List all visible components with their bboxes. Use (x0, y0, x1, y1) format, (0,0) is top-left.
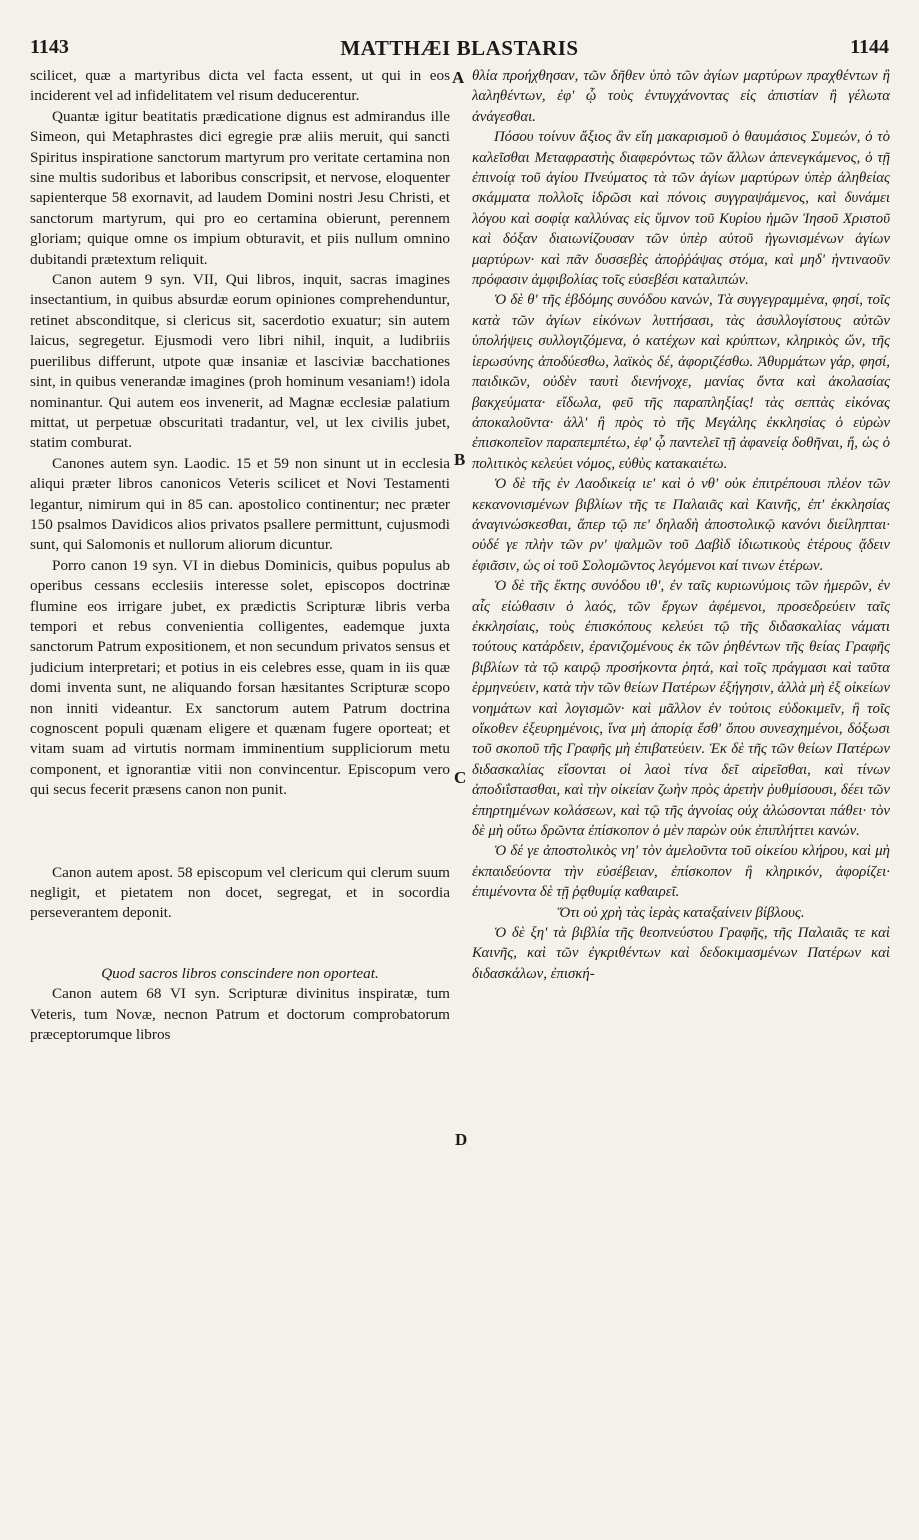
greek-paragraph: Ὁ δὲ τῆς ἕκτης συνόδου ιθ', ἐν ταῖς κυριωνύμοις τῶν ἡμερῶν, ἐν αἷς εἰώθασιν ὁ λαός, τῶν ἔργων ἀφέμενοι, προσεδρεύειν ταῖς ἐκκλησίαις, τοὺς ἐπισκόπους κελεύει τῷ τῆς διδασκαλίας νάματι τούτους κατάρδειν, ἐρανιζομένους ἐκ τῶν ῥηθέντων τῆς θείας Γραφῆς βιβλίων τὰ τῷ καιρῷ προσήκοντα ῥητά, καὶ τοῖς πράγμασι καὶ ταῦτα ἑρμηνεύειν, κατὰ τὴν τῶν θείων Πατέρων ἐξήγησιν, ἀλλὰ μὴ ἐξ οἰκείων νοημάτων καὶ λογισμῶν· καὶ μᾶλλον ἐν τούτοις εὐδοκιμεῖν, ἢ τοῖς οἴκοθεν ἐξευρημένοις, ἵνα μὴ ἀπορίᾳ ἔσθ' ὅπου συνεσχημένοι, δόξωσι τοῦ σκοποῦ τῆς Γραφῆς μὴ ἐπιβατεύειν. Ἐκ δὲ τῆς τῶν θείων Πατέρων διδασκαλίας εἴσονται οἱ λαοὶ τίνα δεῖ αἱρεῖσθαι, καὶ τίνων ἀποδιΐστασθαι, καὶ τὴν οἰκείαν ζωὴν πρὸς ἀρετὴν ῥυθμίσουσι, δέει τῶν ἐπηρτημένων κολάσεων, καὶ τῷ τῆς ἀγνοίας οὐχ ἁλώσονται πάθει· τὸν δὲ μὴ οὕτω δρῶντα ἐπίσκοπον ὁ μὲν παρὼν οὐκ ἐπιπλήττει κανών. (472, 578, 890, 840)
margin-letter-d: D (455, 1130, 468, 1149)
greek-paragraph: Ὁ δέ γε ἀποστολικὸς νη' τὸν ἀμελοῦντα τοῦ οἰκείου κλήρου, καὶ μὴ ἐκπαιδεύοντα τὴν εὐσέβειαν, ἐπίσκοπον ἢ κληρικόν, ἀφορίζει· ἐπιμένοντα δὲ τῇ ῥᾳθυμίᾳ καθαιρεῖ. (472, 843, 890, 901)
margin-letter-c: C (454, 768, 467, 787)
latin-column (30, 66, 450, 1528)
greek-paragraph: Ὁ δὲ ξη' τὰ βιβλία τῆς θεοπνεύστου Γραφῆς, τῆς Παλαιᾶς τε καὶ Καινῆς, καὶ τῶν ἐγκριθέντων καὶ δεδοκιμασμένων Πατέρων καὶ διδασκάλων, ἐπισκή- (472, 925, 890, 982)
running-title: MATTHÆI BLASTARIS (340, 36, 579, 60)
margin-letter-b: B (454, 450, 466, 469)
latin-paragraph: Porro canon 19 syn. VI in diebus Dominicis, quibus populus ab operibus cessans ecclesiis interesse solet, episcopos doctrinæ flumine eos irrigare jubet, ex prædictis Scripturæ libris verba tempori et rebus convenientia colligentes, eademque juxta sanctorum Patrum expositionem, et non secundum privatos sensus et judicium interpretari; et potius in eis celebres esse, quam in iis quæ domi inventa sunt, ne aliquando forsan hæsitantes Scripturæ scopo non inniti videantur. Ex sanctorum autem Patrum doctrina cognoscent populi quænam eligere et quænam fugere oporteat; et vitam suam ad virtutis normam imminentium suppliciorum metu component, et ignorantiæ vitii non convincentur. Episcopum vero qui secus fecerit præsens canon non punit. (30, 556, 450, 799)
page-number-right: 1144 (850, 36, 889, 58)
page-number-left: 1143 (30, 36, 69, 58)
latin-paragraph: Quantæ igitur beatitatis prædicatione dignus est admirandus ille Simeon, qui Metaphrastes dici egregie præ aliis meruit, qui sancti Spiritus inspiratione sanctorum martyrum pro veritate certamina non sine multis sudoribus et laboribus conscripsit, et nervose, eloquenter sapienterque 58 exornavit, ad laudem Domini nostri Jesu Christi, et sanctorum martyrum, qui pro eo certamina obierunt, perennem gloriam; quique omne os impium obturavit, et piis nullum omnino dubitandi prætextum reliquit. (30, 107, 450, 268)
greek-section-title: Ὅτι οὐ χρὴ τὰς ἱερὰς καταξαίνειν βίβλους. (557, 904, 805, 921)
latin-paragraph: Canon autem 9 syn. VII, Qui libros, inquit, sacras imagines insectantium, in quibus absurdæ eorum opiniones comprehenduntur, retinet absconditque, si clericus sit, sacerdotio exuatur; sin autem laicus, segregetur. Ejusmodi vero libri nihil, inquit, a ludibriis puerilibus differunt, utpote quæ insaniæ et lasciviæ bacchationes sint, in quibus venerandæ imagines (proh hominum vesaniam!) idola nominantur. Qui autem eos invenerit, ad Magnæ ecclesiæ palatium mittat, ut perpetuæ obscuritati tradantur, vel, ut lex civilis jubet, statim comburat. (30, 271, 450, 452)
greek-paragraph: Ὁ δὲ τῆς ἐν Λαοδικείᾳ ιε' καὶ ὁ νθ' οὐκ ἐπιτρέπουσι πλέον τῶν κεκανονισμένων βιβλίων τῆς τε Παλαιᾶς καὶ Καινῆς, ἐπ' ἐκκλησίας ἀναγινώσκεσθαι, ἅπερ τῷ πε' δηλαδὴ ἀποστολικῷ κανόνι διείληπται· οὐδέ γε πλὴν τῶν ρν' ψαλμῶν τοῦ Δαβὶδ ἰδιωτικοὺς ἑτέρους ᾄδειν ἐφιᾶσιν, ὡς οἱ τοῦ Σολομῶντος λεγόμενοι καί τινων ἑτέρων. (472, 476, 890, 574)
page-header (30, 32, 889, 62)
margin-letter-a: A (452, 68, 465, 87)
latin-paragraph: scilicet, quæ a martyribus dicta vel facta essent, ut qui in eos inciderent vel ad infidelitatem vel risum deducerentur. (30, 67, 450, 105)
latin-paragraph: Canones autem syn. Laodic. 15 et 59 non sinunt ut in ecclesia aliqui præter libros canonicos Veteris scilicet et Novi Testamenti legantur, nimirum qui in 85 can. apostolico continentur; nec præter 150 psalmos Davidicos alios privatos psallere permittunt, cujusmodi sunt, qui Salomonis et nullorum aliorum dicuntur. (30, 454, 450, 554)
greek-paragraph: Ὁ δὲ θ' τῆς ἑβδόμης συνόδου κανών, Τὰ συγγεγραμμένα, φησί, τοῖς κατὰ τῶν ἁγίων εἰκόνων λυττήσασι, τὰς ἀσυλλογίστους αὐτῶν ὑπολήψεις συλλογιζόμενα, ὁ κατέχων καὶ κρύπτων, κληρικὸς ὤν, τῆς ἱερωσύνης ἀποδύεσθω, λαϊκὸς δέ, ἀφοριζέσθω. Ἀθυρμάτων γάρ, φησί, παιδικῶν, οὐδὲν ταυτὶ διενήνοχε, μανίας ὄντα καὶ ἀκολασίας βακχεύματα· εἴδωλα, φεῦ τῆς παραπληξίας! τὰς σεπτὰς εἰκόνας ἀποκαλοῦντα· ἀλλ' ἢ πρὸς τὸ τῆς Μεγάλης ἐκκλησίας ὁ εὑρὼν ἐπισκοπεῖον παραπεμπέτω, ἐφ' ᾧ παντελεῖ τῇ ἀφανείᾳ δοθῆναι, ἤ, ὡς ὁ πολιτικὸς κελεύει νόμος, εὐθὺς κατακαιέτω. (472, 292, 890, 472)
latin-paragraph: Canon autem apost. 58 episcopum vel clericum qui clerum suum negligit, et pietatem non docet, segregat, et in socordia perseverantem deponit. (30, 863, 450, 922)
greek-paragraph: θλία προήχθησαν, τῶν δῆθεν ὑπὸ τῶν ἁγίων μαρτύρων πραχθέντων ἢ λαληθέντων, ἐφ' ᾧ τοὺς ἐντυγχάνοντας εἰς ἀπιστίαν ἢ γέλωτα ἀνάγεσθαι. (472, 68, 890, 125)
latin-section-title: Quod sacros libros conscindere non oporteat. (101, 964, 379, 982)
greek-column (472, 66, 890, 1528)
greek-paragraph: Πόσου τοίνυν ἄξιος ἂν εἴη μακαρισμοῦ ὁ θαυμάσιος Συμεών, ὁ τὸ καλεῖσθαι Μεταφραστὴς διαφερόντως τῶν ἄλλων ἀπενεγκάμενος, ὁ τῇ ἐπινοίᾳ τοῦ ἁγίου Πνεύματος τὰ τῶν ἁγίων μαρτύρων ὑπὲρ ἀληθείας σκάμματα πολλοῖς ἱδρῶσι καὶ πόνοις συγγραψάμενος, καὶ δυνάμει λόγου καὶ σοφίᾳ καλλύνας εἰς ὕμνον τοῦ Κυρίου ἡμῶν Ἰησοῦ Χριστοῦ καὶ δόξαν διαιωνίζουσαν τῶν ὑπὲρ αὐτοῦ ἠγωνισμένων ἁγίων μαρτύρων· καὶ πᾶν δυσσεβὲς ἀποῤῥάψας στόμα, καὶ μηδ' ἡντιναοῦν πρόφασιν ἀμφιβολίας τοῖς εὐσεβέσι καταλιπών. (472, 129, 890, 289)
latin-paragraph: Canon autem 68 VI syn. Scripturæ divinitus inspiratæ, tum Veteris, tum Novæ, necnon Patrum et doctorum comprobatorum præceptorumque libros (30, 985, 450, 1044)
